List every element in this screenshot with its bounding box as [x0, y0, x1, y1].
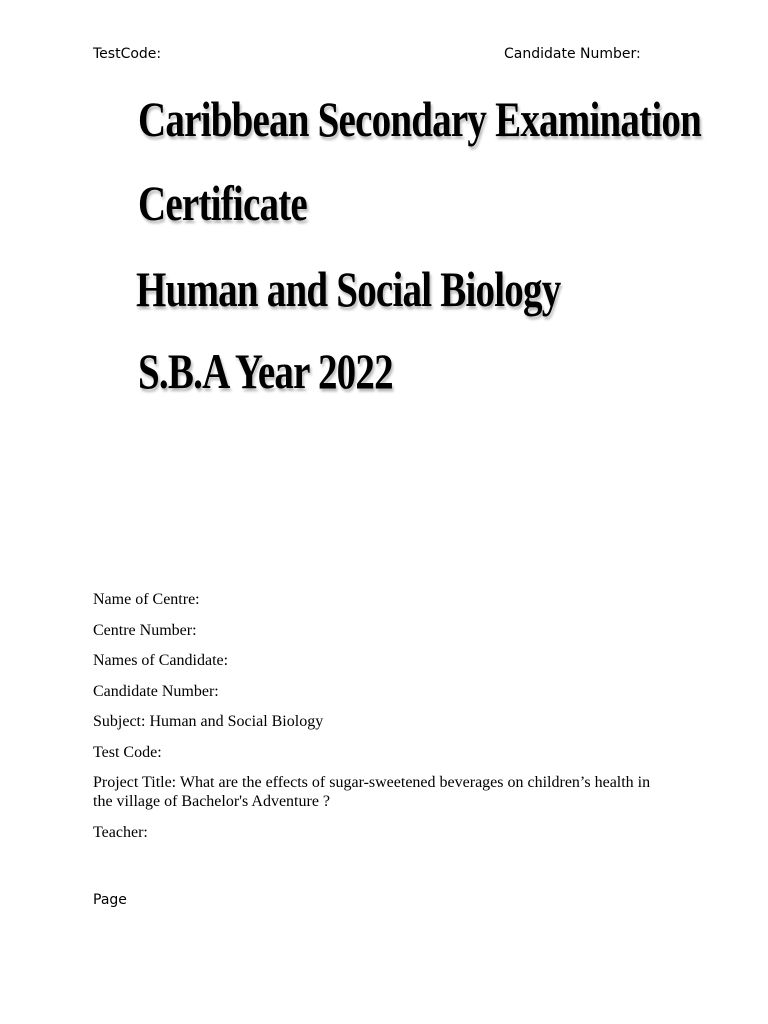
names-of-candidate-line: Names of Candidate: [93, 652, 229, 669]
test-code-header-label: TestCode: [93, 46, 162, 62]
candidate-number-line: Candidate Number: [93, 682, 219, 700]
teacher-line: Teacher: [93, 823, 148, 841]
page-footer-label: Page [93, 892, 127, 908]
project-title-line: Project Title: What are the effects of sugar-sweetened beverages on children’s health in the village of Bachelor's Adventure ? [93, 774, 651, 810]
candidate-details [93, 590, 673, 853]
candidate-number-header-label: Candidate Number: [504, 46, 641, 62]
title-subject: Human and Social Biology [136, 261, 561, 317]
title-certificate: Certificate [138, 175, 307, 231]
subject-line: Subject: Human and Social Biology [93, 713, 324, 730]
title-exam-name: Caribbean Secondary Examination [138, 91, 702, 147]
centre-number-line: Centre Number: [93, 621, 197, 639]
name-of-centre-line: Name of Centre: [93, 591, 200, 608]
test-code-line: Test Code: [93, 743, 162, 761]
title-sba-year: S.B.A Year 2022 [138, 343, 393, 399]
